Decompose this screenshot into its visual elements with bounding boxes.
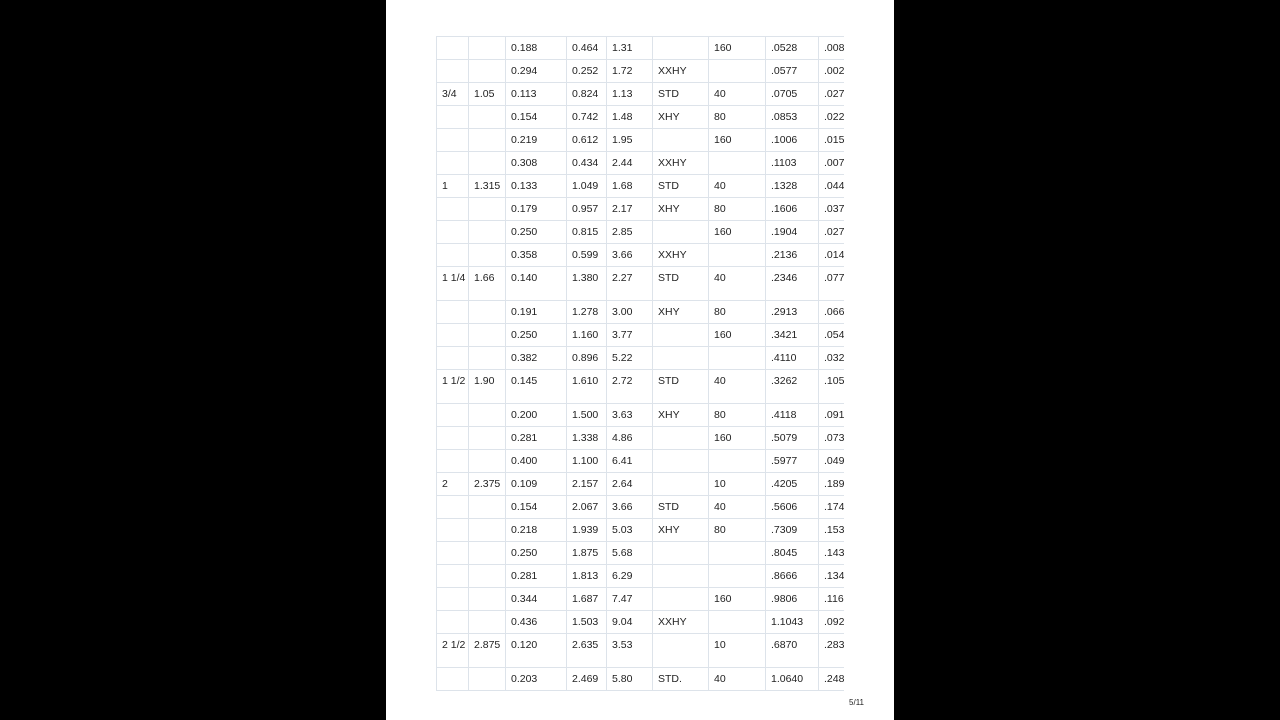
table-cell: .143	[819, 542, 845, 565]
table-cell: 2.469	[567, 668, 607, 691]
table-cell: 1.380	[567, 267, 607, 301]
table-cell: .5079	[766, 427, 819, 450]
table-cell: .1904	[766, 221, 819, 244]
table-cell: .7309	[766, 519, 819, 542]
table-row	[437, 404, 845, 427]
table-cell	[437, 519, 469, 542]
table-cell	[709, 244, 766, 267]
table-cell: .091	[819, 404, 845, 427]
table-cell: .4205	[766, 473, 819, 496]
table-cell: 2.875	[469, 634, 506, 668]
table-cell	[709, 565, 766, 588]
table-cell	[437, 221, 469, 244]
table-cell: .014	[819, 244, 845, 267]
table-cell	[469, 106, 506, 129]
table-cell	[437, 588, 469, 611]
table-cell: 0.612	[567, 129, 607, 152]
table-cell: .5606	[766, 496, 819, 519]
table-cell	[653, 634, 709, 668]
table-cell: XHY	[653, 106, 709, 129]
table-cell: .054	[819, 324, 845, 347]
table-cell: .2136	[766, 244, 819, 267]
table-cell: 0.218	[506, 519, 567, 542]
table-cell: 0.252	[567, 60, 607, 83]
table-cell: 3.63	[607, 404, 653, 427]
table-cell	[469, 221, 506, 244]
page-number: 5/11	[849, 698, 864, 707]
table-cell	[469, 404, 506, 427]
table-cell: 80	[709, 519, 766, 542]
table-cell	[653, 565, 709, 588]
table-cell: 0.109	[506, 473, 567, 496]
table-cell: 0.250	[506, 221, 567, 244]
table-cell: .027	[819, 221, 845, 244]
table-cell: XHY	[653, 404, 709, 427]
table-cell: 2	[437, 473, 469, 496]
table-cell	[469, 588, 506, 611]
table-cell: 0.358	[506, 244, 567, 267]
table-cell	[437, 496, 469, 519]
table-cell: 5.03	[607, 519, 653, 542]
table-cell	[437, 611, 469, 634]
table-cell: 2.27	[607, 267, 653, 301]
table-row	[437, 129, 845, 152]
table-cell	[469, 37, 506, 60]
table-cell: 1.503	[567, 611, 607, 634]
table-cell: 1 1/4	[437, 267, 469, 301]
table-cell	[469, 542, 506, 565]
table-cell	[437, 244, 469, 267]
table-cell: 5.22	[607, 347, 653, 370]
table-cell: STD	[653, 267, 709, 301]
table-cell	[469, 244, 506, 267]
table-cell: STD	[653, 496, 709, 519]
table-cell: 0.957	[567, 198, 607, 221]
table-cell: 0.824	[567, 83, 607, 106]
table-cell: 0.742	[567, 106, 607, 129]
table-cell: 0.219	[506, 129, 567, 152]
table-cell: XXHY	[653, 244, 709, 267]
table-cell: 1.05	[469, 83, 506, 106]
table-cell: XXHY	[653, 152, 709, 175]
table-cell: STD	[653, 83, 709, 106]
table-cell: 0.188	[506, 37, 567, 60]
table-cell: 0.281	[506, 427, 567, 450]
table-cell: .8045	[766, 542, 819, 565]
table-cell: .174	[819, 496, 845, 519]
table-cell	[653, 347, 709, 370]
table-row	[437, 198, 845, 221]
table-row	[437, 221, 845, 244]
table-cell	[469, 565, 506, 588]
table-cell: 0.154	[506, 496, 567, 519]
table-cell: .002	[819, 60, 845, 83]
table-cell	[437, 198, 469, 221]
table-cell: .044	[819, 175, 845, 198]
table-cell	[437, 37, 469, 60]
table-cell: .3262	[766, 370, 819, 404]
table-cell	[437, 427, 469, 450]
table-row	[437, 611, 845, 634]
table-cell: .1328	[766, 175, 819, 198]
table-row	[437, 473, 845, 496]
table-cell: 40	[709, 668, 766, 691]
table-row	[437, 542, 845, 565]
table-cell: 7.47	[607, 588, 653, 611]
table-cell: .2913	[766, 301, 819, 324]
table-row	[437, 60, 845, 83]
table-cell	[469, 198, 506, 221]
table-cell: 3.66	[607, 244, 653, 267]
table-cell: 1.1043	[766, 611, 819, 634]
table-cell: 1.13	[607, 83, 653, 106]
table-cell: 1.160	[567, 324, 607, 347]
table-cell	[653, 427, 709, 450]
table-cell: 0.815	[567, 221, 607, 244]
table-cell: .2346	[766, 267, 819, 301]
table-cell: 3.53	[607, 634, 653, 668]
table-cell: 0.281	[506, 565, 567, 588]
table-cell: 0.120	[506, 634, 567, 668]
table-cell: 0.896	[567, 347, 607, 370]
table-body	[437, 37, 845, 691]
table-cell	[709, 542, 766, 565]
table-cell: 1.278	[567, 301, 607, 324]
table-cell: 0.145	[506, 370, 567, 404]
table-cell: .032	[819, 347, 845, 370]
table-row	[437, 37, 845, 60]
table-cell	[653, 473, 709, 496]
table-cell: 2.067	[567, 496, 607, 519]
table-cell: 1 1/2	[437, 370, 469, 404]
table-cell: 1.610	[567, 370, 607, 404]
table-cell: 0.133	[506, 175, 567, 198]
table-cell	[653, 221, 709, 244]
table-cell	[653, 542, 709, 565]
table-row	[437, 175, 845, 198]
table-cell: 1	[437, 175, 469, 198]
table-cell	[709, 152, 766, 175]
table-cell: 6.41	[607, 450, 653, 473]
table-cell: .008	[819, 37, 845, 60]
table-cell: 80	[709, 106, 766, 129]
table-cell: STD	[653, 370, 709, 404]
table-cell: XHY	[653, 198, 709, 221]
table-cell: .007	[819, 152, 845, 175]
table-cell: .0528	[766, 37, 819, 60]
table-cell: 1.48	[607, 106, 653, 129]
table-cell: 6.29	[607, 565, 653, 588]
table-cell: 2.72	[607, 370, 653, 404]
table-cell: .116	[819, 588, 845, 611]
table-cell: 160	[709, 588, 766, 611]
table-cell: .077	[819, 267, 845, 301]
table-row	[437, 347, 845, 370]
table-row	[437, 244, 845, 267]
table-cell: 2.157	[567, 473, 607, 496]
table-cell: .134	[819, 565, 845, 588]
table-cell: 80	[709, 301, 766, 324]
table-cell	[469, 129, 506, 152]
table-cell: 2.375	[469, 473, 506, 496]
document-page	[386, 0, 894, 720]
table-cell: .0577	[766, 60, 819, 83]
table-cell: 1.500	[567, 404, 607, 427]
table-cell: 0.113	[506, 83, 567, 106]
table-cell: .8666	[766, 565, 819, 588]
table-row	[437, 588, 845, 611]
table-cell: 0.400	[506, 450, 567, 473]
table-cell: 3.66	[607, 496, 653, 519]
table-row	[437, 634, 845, 668]
table-cell	[437, 565, 469, 588]
table-cell: .073	[819, 427, 845, 450]
table-cell	[469, 611, 506, 634]
table-cell: 0.140	[506, 267, 567, 301]
table-cell: .027	[819, 83, 845, 106]
table-cell: 0.250	[506, 542, 567, 565]
table-cell: 160	[709, 129, 766, 152]
table-cell	[469, 324, 506, 347]
table-cell	[469, 519, 506, 542]
table-cell: 1.100	[567, 450, 607, 473]
table-cell: .4118	[766, 404, 819, 427]
table-cell: .092	[819, 611, 845, 634]
table-cell: .9806	[766, 588, 819, 611]
table-cell	[437, 404, 469, 427]
table-cell: 0.179	[506, 198, 567, 221]
table-cell: .248	[819, 668, 845, 691]
table-cell: .049	[819, 450, 845, 473]
table-cell: 10	[709, 634, 766, 668]
table-cell: 0.200	[506, 404, 567, 427]
table-cell	[437, 324, 469, 347]
table-cell	[653, 450, 709, 473]
table-cell: 0.203	[506, 668, 567, 691]
table-cell: .1103	[766, 152, 819, 175]
table-cell: .5977	[766, 450, 819, 473]
table-cell	[469, 496, 506, 519]
table-cell: 40	[709, 267, 766, 301]
table-row	[437, 565, 845, 588]
table-cell: 0.434	[567, 152, 607, 175]
table-cell: 5.80	[607, 668, 653, 691]
table-row	[437, 370, 845, 404]
table-cell: 0.599	[567, 244, 607, 267]
table-cell: 1.0640	[766, 668, 819, 691]
table-cell: .015	[819, 129, 845, 152]
table-cell	[653, 129, 709, 152]
table-row	[437, 668, 845, 691]
table-cell: 1.049	[567, 175, 607, 198]
table-cell: .037	[819, 198, 845, 221]
table-cell: 1.687	[567, 588, 607, 611]
table-cell: 2.85	[607, 221, 653, 244]
table-cell: .3421	[766, 324, 819, 347]
table-cell: 1.66	[469, 267, 506, 301]
table-cell	[469, 347, 506, 370]
table-cell: STD.	[653, 668, 709, 691]
table-cell: 1.95	[607, 129, 653, 152]
table-cell	[469, 668, 506, 691]
table-cell: 160	[709, 324, 766, 347]
table-cell	[469, 427, 506, 450]
table-cell: 80	[709, 198, 766, 221]
table-row	[437, 519, 845, 542]
table-cell	[469, 152, 506, 175]
table-cell	[437, 60, 469, 83]
table-cell	[437, 668, 469, 691]
table-cell: 1.31	[607, 37, 653, 60]
table-cell: 0.382	[506, 347, 567, 370]
table-cell: .1606	[766, 198, 819, 221]
table-cell	[437, 450, 469, 473]
table-cell: 0.344	[506, 588, 567, 611]
table-cell: 1.338	[567, 427, 607, 450]
table-cell: .105	[819, 370, 845, 404]
table-cell	[653, 588, 709, 611]
table-cell: 1.68	[607, 175, 653, 198]
table-cell: 4.86	[607, 427, 653, 450]
table-row	[437, 106, 845, 129]
table-cell: 40	[709, 496, 766, 519]
table-cell: 0.191	[506, 301, 567, 324]
table-cell: .6870	[766, 634, 819, 668]
table-cell	[469, 301, 506, 324]
table-cell: 9.04	[607, 611, 653, 634]
table-cell: 0.308	[506, 152, 567, 175]
table-row	[437, 427, 845, 450]
table-row	[437, 301, 845, 324]
table-cell	[653, 37, 709, 60]
table-cell	[437, 301, 469, 324]
table-cell: STD	[653, 175, 709, 198]
table-cell: 80	[709, 404, 766, 427]
table-cell	[653, 324, 709, 347]
table-cell	[709, 347, 766, 370]
table-cell: 40	[709, 83, 766, 106]
table-cell	[709, 450, 766, 473]
pipe-schedule-table	[436, 36, 844, 691]
table-row	[437, 450, 845, 473]
table-row	[437, 83, 845, 106]
table-cell: .0705	[766, 83, 819, 106]
table-cell	[437, 347, 469, 370]
table-cell: 0.154	[506, 106, 567, 129]
table-cell: .283	[819, 634, 845, 668]
table-cell	[469, 450, 506, 473]
table-cell	[469, 60, 506, 83]
table-cell: 0.464	[567, 37, 607, 60]
table-cell	[437, 129, 469, 152]
table-row	[437, 324, 845, 347]
table-cell: .153	[819, 519, 845, 542]
table-cell	[437, 542, 469, 565]
table-cell: 1.939	[567, 519, 607, 542]
table-cell: .4110	[766, 347, 819, 370]
table-cell	[709, 611, 766, 634]
table-cell	[709, 60, 766, 83]
table-cell: 2.64	[607, 473, 653, 496]
table-viewport	[436, 36, 844, 691]
table-cell: 40	[709, 175, 766, 198]
table-cell: 0.294	[506, 60, 567, 83]
table-cell: XHY	[653, 519, 709, 542]
table-cell: 160	[709, 37, 766, 60]
table-cell: .189	[819, 473, 845, 496]
table-cell: XXHY	[653, 611, 709, 634]
table-cell: XXHY	[653, 60, 709, 83]
table-cell	[437, 152, 469, 175]
table-cell: 1.875	[567, 542, 607, 565]
table-cell: 0.250	[506, 324, 567, 347]
table-cell: .022	[819, 106, 845, 129]
table-cell: 2 1/2	[437, 634, 469, 668]
table-row	[437, 496, 845, 519]
table-cell: 3.77	[607, 324, 653, 347]
table-cell: 5.68	[607, 542, 653, 565]
table-cell: 160	[709, 221, 766, 244]
table-cell: 10	[709, 473, 766, 496]
table-cell: 1.72	[607, 60, 653, 83]
table-cell: .066	[819, 301, 845, 324]
table-cell: 2.17	[607, 198, 653, 221]
table-cell: 40	[709, 370, 766, 404]
table-cell	[437, 106, 469, 129]
table-cell: 1.90	[469, 370, 506, 404]
table-cell: 3.00	[607, 301, 653, 324]
table-cell: 2.44	[607, 152, 653, 175]
table-cell: 1.315	[469, 175, 506, 198]
table-cell: 160	[709, 427, 766, 450]
table-cell: 0.436	[506, 611, 567, 634]
table-row	[437, 267, 845, 301]
table-cell: .1006	[766, 129, 819, 152]
table-cell: XHY	[653, 301, 709, 324]
table-cell: 3/4	[437, 83, 469, 106]
table-row	[437, 152, 845, 175]
table-cell: 1.813	[567, 565, 607, 588]
table-cell: 2.635	[567, 634, 607, 668]
table-cell: .0853	[766, 106, 819, 129]
